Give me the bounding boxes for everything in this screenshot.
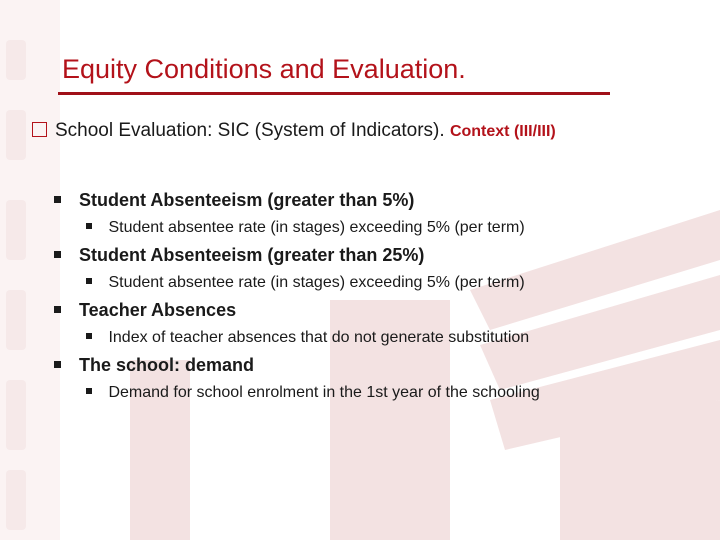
sub-bullet-label: Demand for school enrolment in the 1st year of the schooling [108, 384, 540, 401]
square-bullet-icon [54, 306, 61, 313]
checkbox-bullet-icon [32, 122, 47, 137]
sub-bullet-item [86, 329, 529, 347]
bullet-item [54, 190, 414, 211]
square-bullet-icon [86, 223, 92, 229]
square-bullet-icon [86, 333, 92, 339]
sub-bullet-label: Student absentee rate (in stages) exceeding 5% (per term) [108, 274, 525, 291]
bullet-label: The school: demand [79, 355, 255, 375]
sub-bullet-item [86, 274, 525, 292]
title-underline [58, 92, 610, 95]
square-bullet-icon [54, 361, 61, 368]
square-bullet-icon [86, 278, 92, 284]
square-bullet-icon [54, 251, 61, 258]
sub-bullet-item [86, 384, 540, 402]
bullet-item [54, 355, 254, 376]
square-bullet-icon [86, 388, 92, 394]
sub-bullet-label: Student absentee rate (in stages) exceeding 5% (per term) [108, 219, 525, 236]
subtitle-context: Context (III/III) [449, 123, 556, 140]
bullet-label: Student Absenteeism (greater than 25%) [79, 245, 425, 265]
bullet-label: Teacher Absences [79, 300, 237, 320]
bullet-item [54, 245, 424, 266]
sub-bullet-item [86, 219, 525, 237]
bullet-label: Student Absenteeism (greater than 5%) [79, 190, 415, 210]
sub-bullet-label: Index of teacher absences that do not generate substitution [108, 329, 530, 346]
bullet-item [54, 300, 236, 321]
subtitle [32, 120, 556, 142]
square-bullet-icon [54, 196, 61, 203]
slide-title: Equity Conditions and Evaluation. [62, 54, 466, 84]
subtitle-main: School Evaluation: SIC (System of Indicators). [55, 120, 445, 141]
